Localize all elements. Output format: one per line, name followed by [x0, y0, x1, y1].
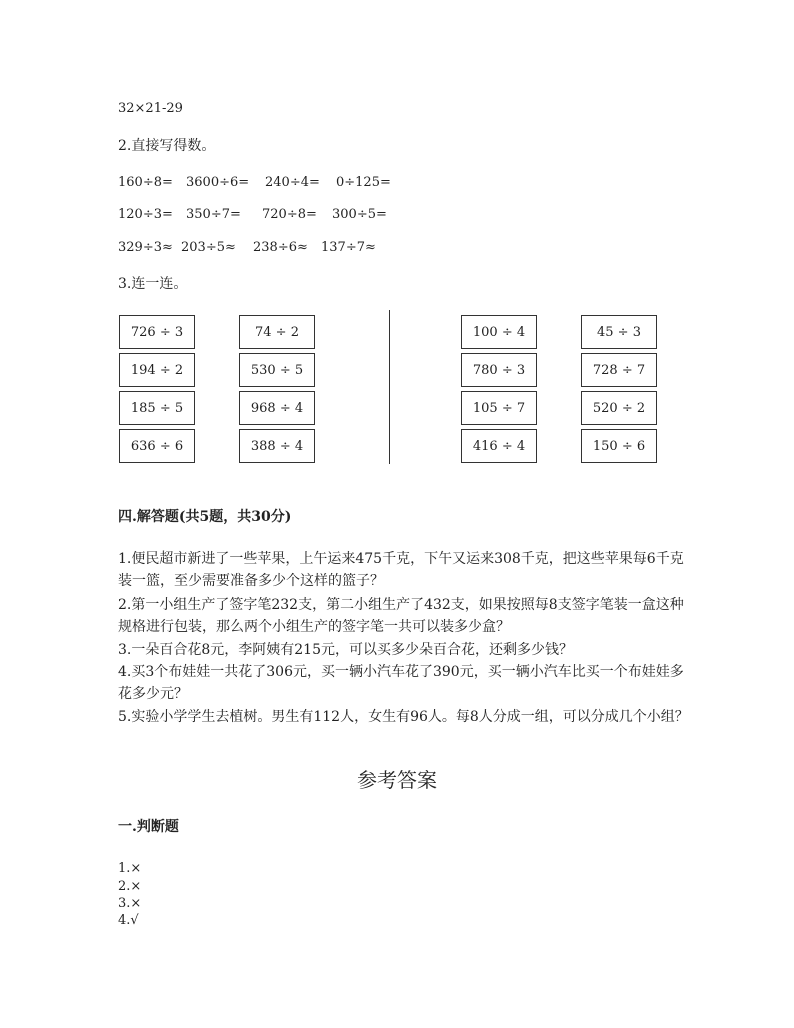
calc-item: 329÷3≈: [118, 240, 173, 255]
calc-item: 0÷125=: [336, 175, 391, 190]
problem-4: 4.买3个布娃娃一共花了306元，买一辆小汽车花了390元，买一辆小汽车比买一个布娃娃多花多少元？: [118, 664, 684, 703]
calc-item: 120÷3=: [118, 207, 173, 222]
match-box[interactable]: 780 ÷ 3: [461, 353, 537, 387]
match-box[interactable]: 194 ÷ 2: [119, 353, 195, 387]
match-box[interactable]: 726 ÷ 3: [119, 315, 195, 349]
match-box[interactable]: 45 ÷ 3: [581, 315, 657, 349]
calc-item: 350÷7=: [186, 207, 241, 222]
match-box[interactable]: 636 ÷ 6: [119, 429, 195, 463]
calc-item: 238÷6≈: [253, 240, 308, 255]
answer-item: 3.×: [118, 896, 142, 911]
match-box[interactable]: 388 ÷ 4: [239, 429, 315, 463]
match-box[interactable]: 185 ÷ 5: [119, 391, 195, 425]
answer-item: 1.×: [118, 861, 142, 876]
matching-divider: [389, 310, 390, 464]
answers-section1-title: 一.判断题: [118, 819, 179, 835]
calc-item: 3600÷6=: [186, 175, 250, 190]
match-box[interactable]: 968 ÷ 4: [239, 391, 315, 425]
section2-title: 2.直接写得数。: [118, 138, 216, 154]
calc-item: 203÷5≈: [181, 240, 236, 255]
top-expression: 32×21-29: [118, 101, 183, 116]
match-box[interactable]: 100 ÷ 4: [461, 315, 537, 349]
problem-1: 1.便民超市新进了一些苹果，上午运来475千克，下午又运来308千克，把这些苹果每6千克装一篮，至少需要准备多少个这样的篮子？: [118, 551, 684, 590]
answers-title: 参考答案: [357, 768, 437, 792]
match-box[interactable]: 728 ÷ 7: [581, 353, 657, 387]
calc-item: 240÷4=: [265, 175, 320, 190]
match-box[interactable]: 74 ÷ 2: [239, 315, 315, 349]
match-box[interactable]: 520 ÷ 2: [581, 391, 657, 425]
calc-item: 720÷8=: [262, 207, 317, 222]
answer-item: 4.√: [118, 913, 139, 928]
section3-title: 3.连一连。: [118, 276, 188, 292]
calc-item: 160÷8=: [118, 175, 173, 190]
calc-item: 300÷5=: [332, 207, 387, 222]
match-box[interactable]: 105 ÷ 7: [461, 391, 537, 425]
match-box[interactable]: 530 ÷ 5: [239, 353, 315, 387]
match-box[interactable]: 150 ÷ 6: [581, 429, 657, 463]
answer-item: 2.×: [118, 879, 142, 894]
section4-title: 四.解答题(共5题，共30分): [118, 509, 292, 525]
calc-item: 137÷7≈: [321, 240, 376, 255]
problem-3: 3.一朵百合花8元，李阿姨有215元，可以买多少朵百合花，还剩多少钱？: [118, 642, 573, 658]
problem-5: 5.实验小学学生去植树。男生有112人，女生有96人。每8人分成一组，可以分成几个小组？: [118, 709, 689, 725]
problem-2: 2.第一小组生产了签字笔232支，第二小组生产了432支，如果按照每8支签字笔装一盒这种规格进行包装，那么两个小组生产的签字笔一共可以装多少盒？: [118, 597, 684, 636]
match-box[interactable]: 416 ÷ 4: [461, 429, 537, 463]
